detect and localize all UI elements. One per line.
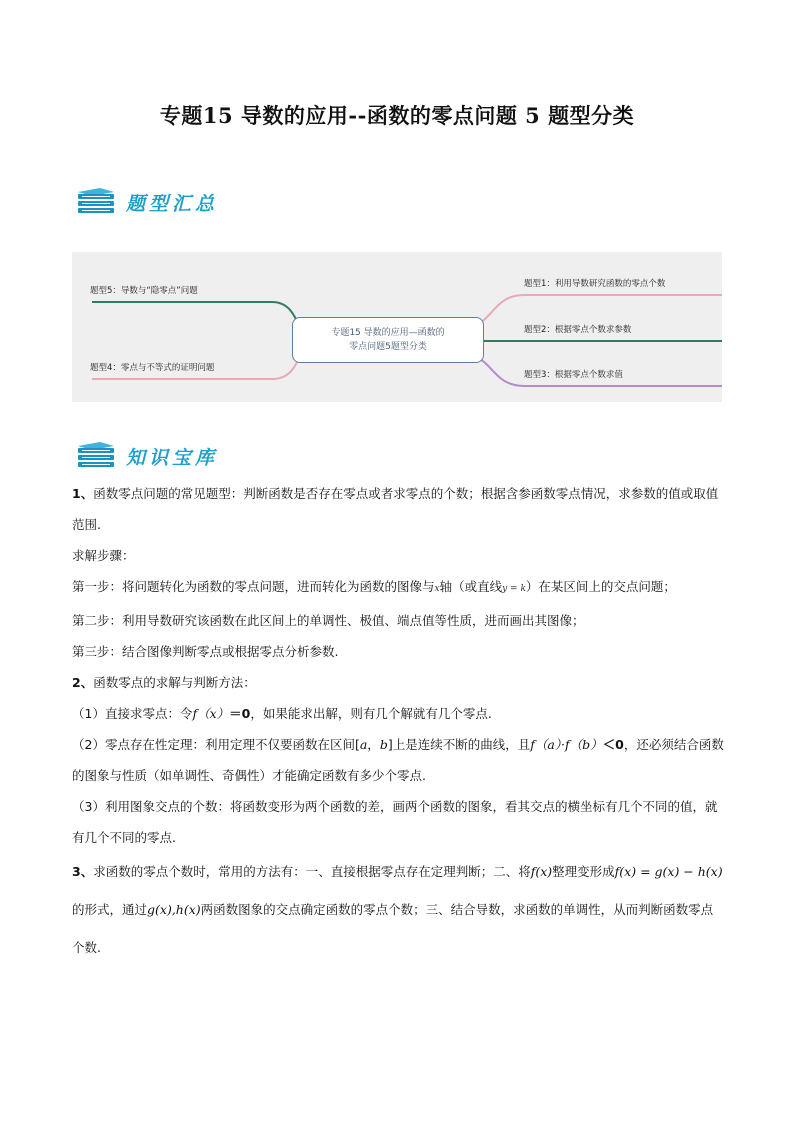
item-number: 3、 (72, 864, 94, 879)
mind-map-center-line1: 专题15 导数的应用—函数的 (331, 328, 445, 338)
text: 轴（或直线 (439, 579, 503, 594)
books-icon (76, 186, 116, 218)
paragraph-2: 求解步骤： (72, 548, 135, 563)
paragraph-1 (72, 478, 724, 540)
paragraph-5: 第三步：结合图像判断零点或根据零点分析参数. (72, 644, 339, 659)
mind-map-node-t2: 题型2：根据零点个数求参数 (524, 325, 632, 335)
text: 整理变形成 (552, 864, 615, 879)
paragraph-7 (72, 698, 724, 729)
text: ）在某区间上的交点问题； (525, 579, 676, 594)
mind-map-node-t5: 题型5：导数与“隐零点”问题 (90, 286, 198, 296)
text: （1）直接求零点：令 (72, 706, 193, 721)
text: ，还必须结合函数的图象与性质（如单调性、奇偶性）才能确定函数有多少个零点. (72, 737, 724, 783)
math-gx-hx: g(x),h(x) (147, 902, 201, 917)
math-eq-zero: ＝0 (229, 706, 251, 721)
paragraph-9: （3）利用图象交点的个数：将函数变形为两个函数的差，画两个函数的图象，看其交点的横坐标有几个不同的值，就有几个不同的零点. (72, 799, 718, 845)
text: （2）零点存在性定理：利用定理不仅要函数在区间[ (72, 737, 360, 752)
paragraph-6 (72, 667, 724, 698)
math-y-eq-k: y = k (502, 584, 526, 594)
paragraph-3 (72, 571, 724, 605)
math-lt-zero: ＜0 (602, 737, 624, 752)
branch-t5 (92, 302, 304, 330)
text: ]上是连续不断的曲线，且 (387, 737, 531, 752)
text: 求函数的零点个数时，常用的方法有：一、直接根据零点存在定理判断；二、将 (93, 864, 531, 879)
page-title: 专题15 导数的应用--函数的零点问题 5 题型分类 (159, 103, 635, 128)
paragraph-10 (72, 853, 724, 967)
mind-map-node-t3: 题型3：根据零点个数求值 (524, 370, 623, 380)
mind-map-center-line2: 零点问题5题型分类 (349, 342, 427, 352)
math-fa-fb: f（a）·f（b） (530, 737, 603, 752)
text: 的形式，通过 (72, 902, 148, 917)
math-fx: f（x） (192, 706, 230, 721)
mind-map-node-t4: 题型4：零点与不等式的证明问题 (90, 363, 215, 373)
paragraph-4: 第二步：利用导数研究该函数在此区间上的单调性、极值、端点值等性质，进而画出其图像； (72, 613, 585, 628)
books-icon (76, 440, 116, 472)
mind-map (72, 252, 722, 402)
text: 两函数图象的交点确定函数的零点个数；三、结合导数，求函数的单调性，从而判断函数零点个数. (72, 902, 714, 955)
math-fx: f(x) (530, 864, 553, 879)
section-header-knowledge (76, 436, 218, 476)
item-number: 1、 (72, 486, 94, 501)
mind-map-center (292, 317, 484, 363)
knowledge-content (72, 478, 724, 967)
paragraph-text: 函数零点的求解与判断方法： (93, 675, 256, 690)
section-header-summary (76, 182, 218, 222)
mind-map-node-t1: 题型1：利用导数研究函数的零点个数 (524, 279, 666, 289)
math-x: x (434, 584, 440, 594)
section-title-summary: 题型汇总 (126, 192, 219, 215)
math-a: a (359, 737, 368, 752)
text: ，如果能求出解，则有几个解就有几个零点. (250, 706, 492, 721)
section-title-knowledge: 知识宝库 (126, 446, 219, 469)
text: 第一步：将问题转化为函数的零点问题，进而转化为函数的图像与 (72, 579, 435, 594)
paragraph-text: 函数零点问题的常见题型：判断函数是否存在零点或者求零点的个数；根据含参函数零点情况，求参数的值或取值范围. (72, 486, 719, 532)
math-f-eq-g-minus-h: f(x) = g(x) − h(x) (614, 864, 723, 879)
item-number: 2、 (72, 675, 94, 690)
paragraph-8 (72, 729, 724, 791)
math-b: b (379, 737, 388, 752)
text: ， (367, 737, 380, 752)
branch-t1 (468, 295, 722, 326)
